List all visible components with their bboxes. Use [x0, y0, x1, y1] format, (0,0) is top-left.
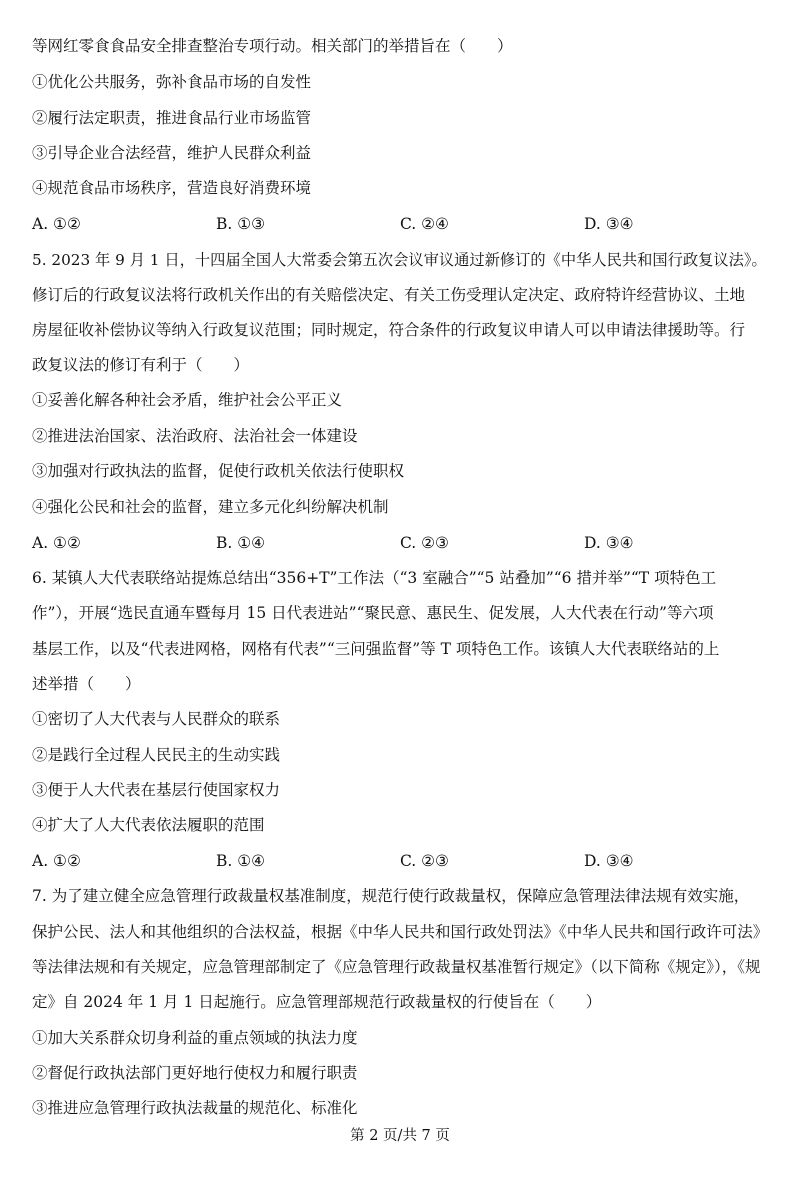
q5-statement-3: ③加强对行政执法的监督，促使行政机关依法行使职权	[32, 462, 405, 480]
q7-statement-1: ①加大关系群众切身利益的重点领域的执法力度	[32, 1029, 358, 1047]
q6-stem-line-4: 述举措（ ）	[32, 675, 141, 693]
q4-statement-1: ①优化公共服务，弥补食品市场的自发性	[32, 73, 312, 91]
q7-statement-3: ③推进应急管理行政执法裁量的规范化、标准化	[32, 1099, 358, 1117]
q6-option-d: D. ③④	[584, 852, 634, 870]
q5-stem-line-3: 房屋征收补偿协议等纳入行政复议范围；同时规定，符合条件的行政复议申请人可以申请法律援助等。行	[32, 321, 746, 339]
q6-statement-4: ④扩大了人大代表依法履职的范围	[32, 816, 265, 834]
q6-stem-line-2: 作”），开展“选民直通车暨每月 15 日代表进站”“聚民意、惠民生、促发展，人大代表在行动”等六项	[32, 604, 714, 622]
q7-stem-line-4: 定》自 2024 年 1 月 1 日起施行。应急管理部规范行政裁量权的行使旨在（ ）	[32, 993, 602, 1011]
q5-statement-2: ②推进法治国家、法治政府、法治社会一体建设	[32, 427, 358, 445]
q4-statement-2: ②履行法定职责，推进食品行业市场监管	[32, 109, 312, 127]
q7-statement-2: ②督促行政执法部门更好地行使权力和履行职责	[32, 1064, 358, 1082]
q6-statement-3: ③便于人大代表在基层行使国家权力	[32, 781, 281, 799]
q5-statement-1: ①妥善化解各种社会矛盾，维护社会公平正义	[32, 391, 343, 409]
q5-options	[32, 533, 772, 553]
q5-option-b: B. ①④	[216, 534, 266, 552]
q4-option-d: D. ③④	[584, 215, 634, 233]
q6-option-a: A. ①②	[32, 852, 81, 870]
q4-stem-tail: 等网红零食食品安全排查整治专项行动。相关部门的举措旨在（ ）	[32, 37, 513, 55]
q5-option-a: A. ①②	[32, 534, 81, 552]
q5-stem-line-1: 5. 2023 年 9 月 1 日，十四届全国人大常委会第五次会议审议通过新修订的《中华人民共和国行政复议法》。	[32, 251, 767, 269]
q4-options	[32, 214, 772, 234]
q7-stem-line-2: 保护公民、法人和其他组织的合法权益，根据《中华人民共和国行政处罚法》《中华人民共和国行政许可法》	[32, 923, 769, 941]
q5-statement-4: ④强化公民和社会的监督，建立多元化纠纷解决机制	[32, 498, 389, 516]
q7-stem-line-1: 7. 为了建立健全应急管理行政裁量权基准制度，规范行使行政裁量权，保障应急管理法律法规有效实施，	[32, 887, 750, 905]
q5-option-c: C. ②③	[400, 534, 449, 552]
q4-option-b: B. ①③	[216, 215, 266, 233]
q6-option-c: C. ②③	[400, 852, 449, 870]
q6-stem-line-3: 基层工作，以及“代表进网格，网格有代表”“三问强监督”等 T 项特色工作。该镇人大代表联络站的上	[32, 640, 720, 658]
q5-stem-line-4: 政复议法的修订有利于（ ）	[32, 356, 250, 374]
q6-option-b: B. ①④	[216, 852, 266, 870]
q4-option-a: A. ①②	[32, 215, 81, 233]
q4-statement-3: ③引导企业合法经营，维护人民群众利益	[32, 144, 312, 162]
page-number: 第 2 页/共 7 页	[350, 1128, 450, 1144]
q4-statement-4: ④规范食品市场秩序，营造良好消费环境	[32, 179, 312, 197]
q6-stem-line-1: 6. 某镇人大代表联络站提炼总结出“356+T”工作法（“3 室融合”“5 站叠加”“6 措并举”“T 项特色工	[32, 569, 717, 587]
q5-option-d: D. ③④	[584, 534, 634, 552]
q7-stem-line-3: 等法律法规和有关规定，应急管理部制定了《应急管理行政裁量权基准暂行规定》（以下简称《规定》），《规	[32, 958, 761, 976]
q6-statement-2: ②是践行全过程人民民主的生动实践	[32, 746, 281, 764]
q4-option-c: C. ②④	[400, 215, 449, 233]
q6-options	[32, 851, 772, 871]
q5-stem-line-2: 修订后的行政复议法将行政机关作出的有关赔偿决定、有关工伤受理认定决定、政府特许经营协议、土地	[32, 286, 746, 304]
q6-statement-1: ①密切了人大代表与人民群众的联系	[32, 710, 281, 728]
